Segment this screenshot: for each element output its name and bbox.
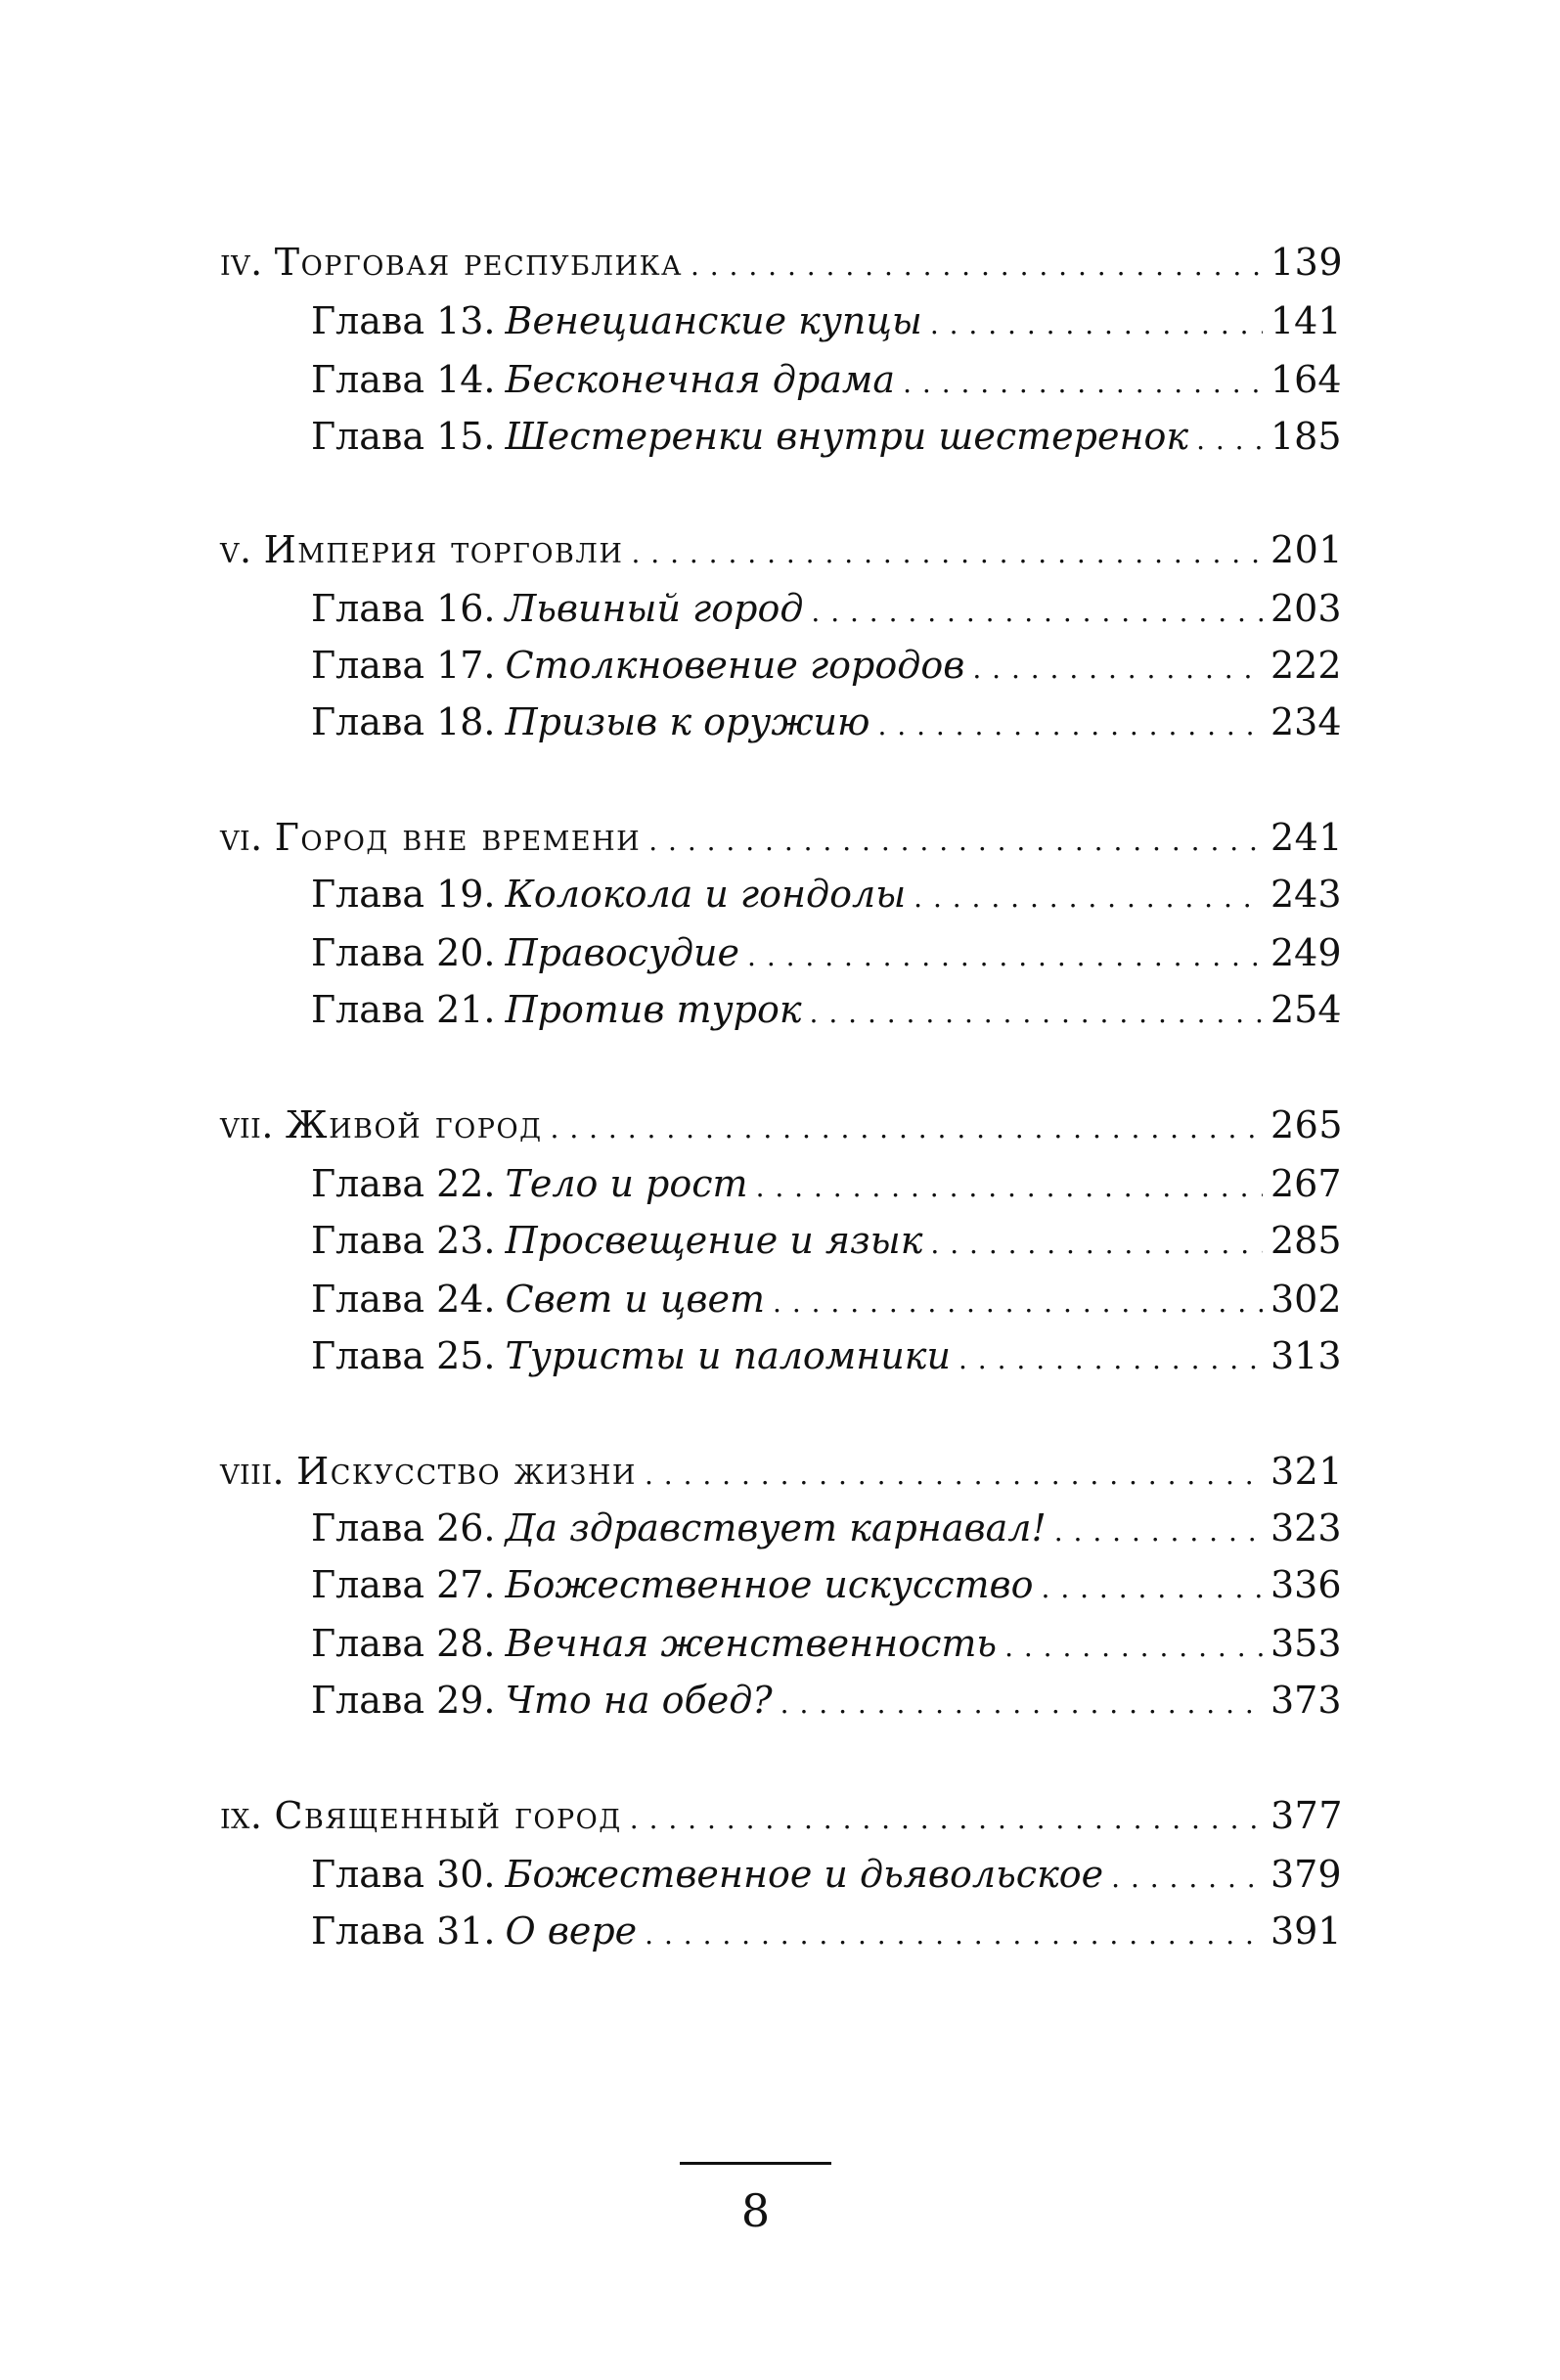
chapter-label: Глава 13. <box>311 299 496 342</box>
toc-chapter-entry <box>311 411 1342 466</box>
page-folio: 8 <box>740 2184 771 2237</box>
dot-leader <box>810 984 1263 1039</box>
toc-chapter-entry <box>311 1274 1342 1328</box>
toc-chapter-entry <box>311 1849 1342 1904</box>
dot-leader <box>958 1330 1263 1385</box>
part-title: Город вне времени <box>274 816 642 859</box>
toc-chapter-entry <box>311 1675 1342 1729</box>
page-number: 243 <box>1270 873 1342 916</box>
chapter-label: Глава 21. <box>311 988 496 1031</box>
part-numeral: ix. <box>220 1794 263 1837</box>
part-title: Торговая республика <box>274 241 683 284</box>
toc-chapter-entry <box>311 869 1342 923</box>
page-number: 203 <box>1270 587 1342 630</box>
toc-chapter-entry <box>311 354 1342 409</box>
chapter-title: Вечная женственность <box>505 1622 998 1665</box>
part-title: Империя торговли <box>263 528 624 571</box>
toc-chapter-entry <box>311 927 1342 982</box>
part-title: Священный город <box>274 1794 622 1837</box>
toc-part-heading <box>220 1790 1344 1845</box>
chapter-title: Призыв к оружию <box>505 700 870 743</box>
toc-chapter-entry <box>311 583 1342 638</box>
toc-chapter-entry <box>311 1330 1342 1385</box>
dot-leader <box>645 1906 1263 1960</box>
dot-leader <box>914 869 1263 923</box>
page-number: 222 <box>1270 644 1342 687</box>
page-number: 249 <box>1270 931 1342 974</box>
chapter-title: Бесконечная драма <box>505 358 896 401</box>
footer-rule <box>680 2162 831 2165</box>
dot-leader <box>1042 1559 1263 1614</box>
dot-leader <box>811 583 1263 638</box>
page-number: 321 <box>1270 1450 1344 1493</box>
chapter-title: Колокола и гондолы <box>505 873 907 916</box>
page-number: 336 <box>1270 1563 1342 1606</box>
chapter-title: О вере <box>505 1909 638 1953</box>
chapter-title: Туристы и паломники <box>505 1334 951 1377</box>
part-numeral: vi. <box>220 816 263 859</box>
dot-leader <box>747 927 1263 982</box>
page-number: 185 <box>1270 415 1342 458</box>
part-title: Живой город <box>285 1103 543 1146</box>
chapter-title: Против турок <box>505 988 802 1031</box>
part-numeral: iv. <box>220 241 263 284</box>
chapter-label: Глава 23. <box>311 1219 496 1262</box>
part-numeral: viii. <box>220 1450 286 1493</box>
dot-leader <box>780 1675 1263 1729</box>
part-title: Искусство жизни <box>296 1450 637 1493</box>
page-number: 379 <box>1270 1853 1342 1896</box>
page-number: 164 <box>1270 358 1342 401</box>
chapter-title: Тело и рост <box>505 1162 748 1205</box>
part-numeral: v. <box>220 528 252 571</box>
toc-chapter-entry <box>311 1158 1342 1213</box>
chapter-label: Глава 30. <box>311 1853 496 1896</box>
dot-leader <box>1196 411 1263 466</box>
dot-leader <box>645 1446 1263 1501</box>
page-number: 353 <box>1270 1622 1342 1665</box>
chapter-title: Да здравствует карнавал! <box>505 1506 1047 1549</box>
chapter-title: Шестеренки внутри шестеренок <box>505 415 1189 458</box>
dot-leader <box>630 1790 1263 1845</box>
toc-part-heading <box>220 1100 1344 1154</box>
toc-chapter-entry <box>311 1618 1342 1673</box>
dot-leader <box>903 354 1263 409</box>
dot-leader <box>1111 1849 1263 1904</box>
dot-leader <box>648 812 1263 867</box>
chapter-title: Венецианские купцы <box>505 299 922 342</box>
chapter-label: Глава 26. <box>311 1506 496 1549</box>
chapter-label: Глава 20. <box>311 931 496 974</box>
toc-chapter-entry <box>311 1503 1342 1557</box>
page-number: 265 <box>1270 1103 1344 1146</box>
chapter-title: Божественное искусство <box>505 1563 1034 1606</box>
page-number: 373 <box>1270 1679 1342 1722</box>
dot-leader <box>930 1215 1263 1270</box>
page-number: 391 <box>1270 1909 1342 1953</box>
page-number: 377 <box>1270 1794 1344 1837</box>
chapter-title: Правосудие <box>505 931 740 974</box>
page-number: 302 <box>1270 1278 1342 1321</box>
chapter-label: Глава 14. <box>311 358 496 401</box>
toc-chapter-entry <box>311 1559 1342 1614</box>
page-number: 201 <box>1270 528 1344 571</box>
chapter-label: Глава 25. <box>311 1334 496 1377</box>
page-number: 254 <box>1270 988 1342 1031</box>
dot-leader <box>551 1100 1263 1154</box>
chapter-label: Глава 22. <box>311 1162 496 1205</box>
chapter-label: Глава 17. <box>311 644 496 687</box>
page-number: 267 <box>1270 1162 1342 1205</box>
dot-leader <box>1054 1503 1263 1557</box>
chapter-title: Свет и цвет <box>505 1278 766 1321</box>
chapter-label: Глава 16. <box>311 587 496 630</box>
dot-leader <box>972 640 1263 695</box>
chapter-label: Глава 18. <box>311 700 496 743</box>
dot-leader <box>877 696 1263 751</box>
chapter-label: Глава 27. <box>311 1563 496 1606</box>
chapter-title: Что на обед? <box>505 1679 773 1722</box>
chapter-label: Глава 15. <box>311 415 496 458</box>
toc-chapter-entry <box>311 1215 1342 1270</box>
toc-chapter-entry <box>311 1906 1342 1960</box>
chapter-title: Столкновение городов <box>505 644 965 687</box>
page-number: 241 <box>1270 816 1344 859</box>
toc-part-heading <box>220 524 1344 579</box>
chapter-label: Глава 19. <box>311 873 496 916</box>
page-number: 234 <box>1270 700 1342 743</box>
page-number: 313 <box>1270 1334 1342 1377</box>
chapter-title: Львиный город <box>505 587 804 630</box>
chapter-title: Божественное и дьявольское <box>505 1853 1104 1896</box>
toc-part-heading <box>220 1446 1344 1501</box>
page-number: 141 <box>1270 299 1342 342</box>
chapter-label: Глава 24. <box>311 1278 496 1321</box>
toc-chapter-entry <box>311 640 1342 695</box>
page-number: 285 <box>1270 1219 1342 1262</box>
page-number: 323 <box>1270 1506 1342 1549</box>
chapter-label: Глава 29. <box>311 1679 496 1722</box>
dot-leader <box>773 1274 1263 1328</box>
chapter-title: Просвещение и язык <box>505 1219 923 1262</box>
toc-chapter-entry <box>311 984 1342 1039</box>
dot-leader <box>756 1158 1263 1213</box>
toc-part-heading <box>220 237 1344 292</box>
page-number: 139 <box>1270 241 1344 284</box>
dot-leader <box>1004 1618 1263 1673</box>
chapter-label: Глава 31. <box>311 1909 496 1953</box>
toc-chapter-entry <box>311 696 1342 751</box>
dot-leader <box>930 295 1263 350</box>
dot-leader <box>691 237 1263 292</box>
toc-chapter-entry <box>311 295 1342 350</box>
chapter-label: Глава 28. <box>311 1622 496 1665</box>
part-numeral: vii. <box>220 1103 274 1146</box>
toc-part-heading <box>220 812 1344 867</box>
dot-leader <box>631 524 1263 579</box>
